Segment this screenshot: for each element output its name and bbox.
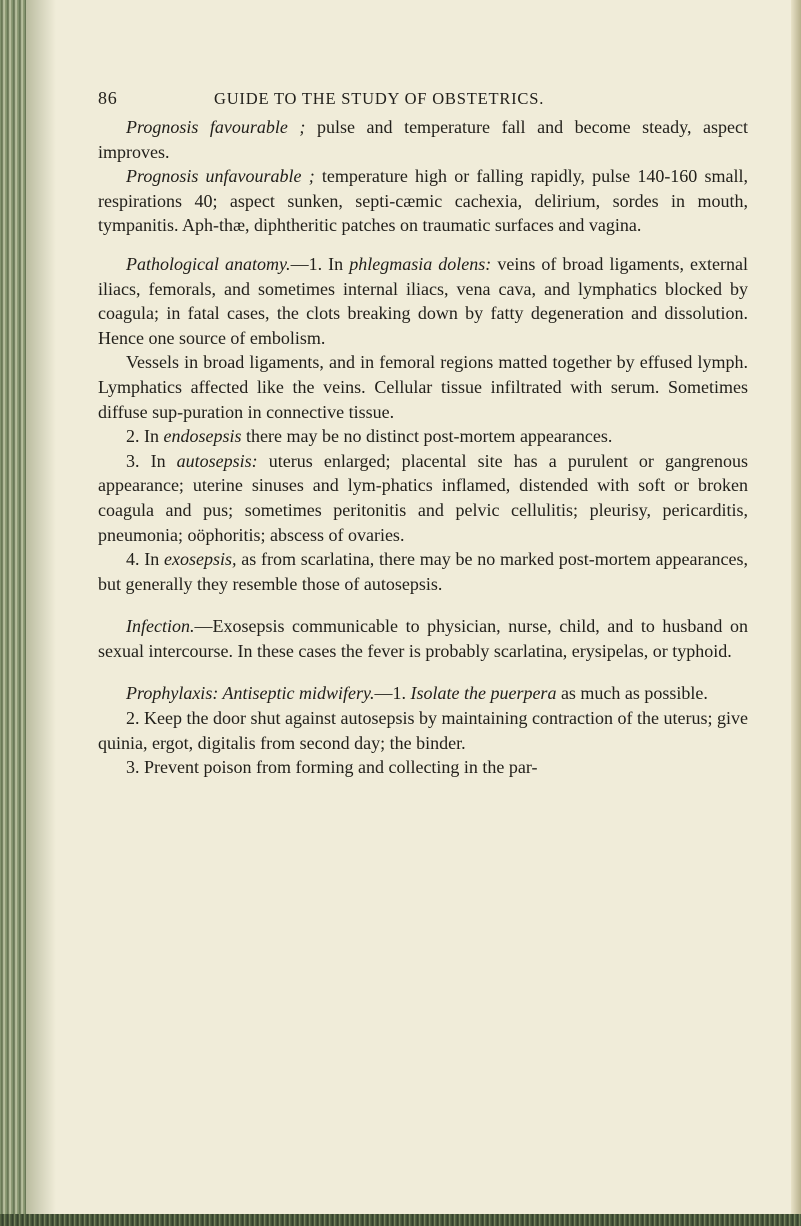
italic-text: exosepsis, (164, 549, 237, 570)
body-text-span: 4. In (126, 549, 165, 570)
italic-text: phlegmasia dolens: (349, 253, 492, 274)
paragraph (98, 350, 748, 424)
italic-text: endosepsis (163, 426, 242, 447)
paragraph (98, 164, 748, 238)
italic-text: Isolate the puerpera (410, 683, 557, 704)
body-text-span: 3. In (126, 450, 177, 471)
paragraph (98, 547, 748, 596)
body-text-span: Vessels in broad ligaments, and in femoral regions matted together by effused lymph. Lymphatics affected like the veins. Cellular tissue infiltrated with serum. Sometimes diffuse sup-puration in connective tissue. (98, 352, 748, 422)
page-header (98, 88, 748, 109)
body-text-span: pulse and temperature fall and become steady, aspect improves. (98, 117, 749, 162)
paragraph (98, 681, 748, 706)
body-text-span: —1. In (290, 253, 350, 274)
italic-text: Infection. (126, 616, 195, 637)
italic-text: Prognosis unfavourable ; (126, 166, 315, 187)
body-text-span: 3. Prevent poison from forming and collecting in the par- (126, 757, 538, 778)
paragraph (98, 614, 748, 663)
paragraph (98, 424, 748, 449)
body-text-span: —Exosepsis communicable to physician, nurse, child, and to husband on sexual intercourse. In these cases the fever is probably scarlatina, erysipelas, or typhoid. (98, 616, 748, 661)
gutter-shadow (26, 0, 56, 1226)
body-text-span: temperature high or falling rapidly, pulse 140-160 small, respirations 40; aspect sunken, septi-cæmic cachexia, delirium, sordes in mouth, tympanitis. Aph-thæ, diphtheritic patches on traumatic surfaces and vagina. (98, 166, 749, 236)
body-text-span: 2. In (126, 426, 164, 447)
page-content (98, 88, 748, 780)
book-bottom-edge (0, 1214, 801, 1226)
page-number: 86 (98, 88, 118, 108)
italic-text: Pathological anatomy. (126, 253, 291, 274)
paragraph (98, 252, 748, 350)
body-text-span: 2. Keep the door shut against autosepsis by maintaining contraction of the uterus; give quinia, ergot, digitalis from second day; the binder. (98, 708, 748, 753)
body-text-span: uterus enlarged; placental site has a purulent or gangrenous appearance; uterine sinuses and lym-phatics inflamed, distended with soft or broken coagula and pus; sometimes peritonitis and pelvic cellulitis; pleurisy, pericarditis, pneumonia; oöphoritis; abscess of ovaries. (98, 450, 748, 545)
page-edge (791, 0, 801, 1226)
paragraph (98, 115, 748, 164)
italic-text: Prognosis favourable ; (126, 117, 306, 137)
paragraph (98, 449, 748, 547)
paragraph (98, 755, 748, 780)
body-text-span: as from scarlatina, there may be no marked post-mortem appearances, but generally they resemble those of autosepsis. (98, 549, 748, 594)
body-text-span: —1. (374, 683, 411, 704)
italic-text: autosepsis: (176, 450, 258, 471)
italic-text: Prophylaxis: Antiseptic midwifery. (126, 683, 375, 704)
running-head: GUIDE TO THE STUDY OF OBSTETRICS. (214, 89, 545, 108)
body-text-span: there may be no distinct post-mortem appearances. (241, 426, 613, 447)
paragraph (98, 706, 748, 755)
body-text-span: veins of broad ligaments, external iliacs, femorals, and sometimes internal iliacs, vena cava, and lymphatics blocked by coagula; in fatal cases, the clots breaking down by fatty degeneration and dissolution. Hence one source of embolism. (98, 253, 749, 348)
body-text (98, 115, 748, 780)
body-text-span: as much as possible. (556, 683, 708, 704)
book-gutter (0, 0, 26, 1226)
